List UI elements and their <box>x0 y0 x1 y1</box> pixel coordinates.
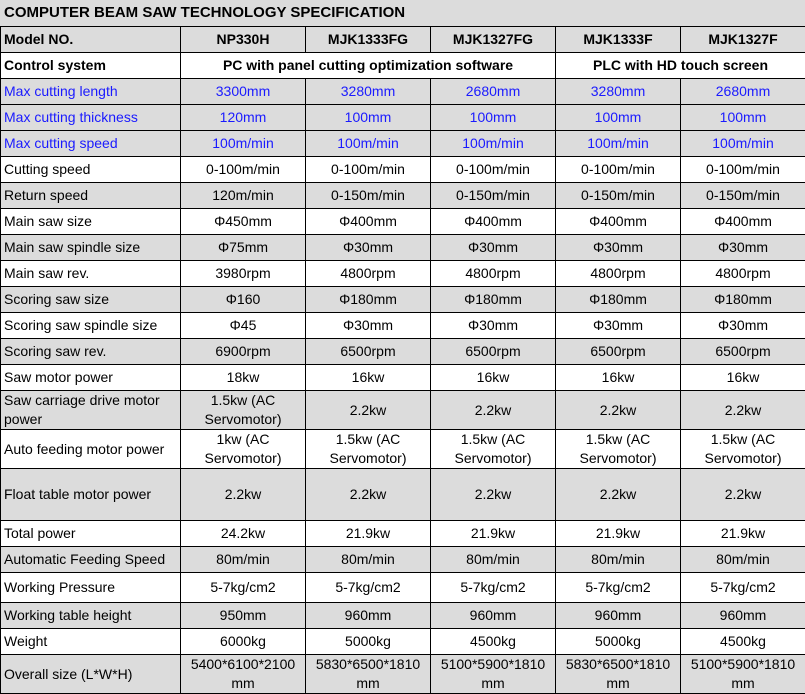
spec-row <box>1 235 805 261</box>
spec-value: 5100*5900*1810 mm <box>681 655 805 694</box>
spec-value: 100m/min <box>306 131 431 157</box>
spec-value: 2680mm <box>681 79 805 105</box>
spec-value: 0-150m/min <box>556 183 681 209</box>
spec-row <box>1 261 805 287</box>
spec-value: Φ30mm <box>431 313 556 339</box>
spec-value: Φ400mm <box>556 209 681 235</box>
spec-value: 16kw <box>306 365 431 391</box>
spec-value: 0-100m/min <box>681 157 805 183</box>
spec-row <box>1 105 805 131</box>
spec-value: 21.9kw <box>431 521 556 547</box>
control-group-b: PLC with HD touch screen <box>556 53 805 79</box>
spec-value: 21.9kw <box>556 521 681 547</box>
spec-value: 100m/min <box>681 131 805 157</box>
spec-row <box>1 339 805 365</box>
spec-row <box>1 79 805 105</box>
spec-value: 0-150m/min <box>431 183 556 209</box>
spec-value: 18kw <box>181 365 306 391</box>
spec-value: 0-100m/min <box>556 157 681 183</box>
spec-value: Φ400mm <box>681 209 805 235</box>
header-label: Model NO. <box>1 27 181 53</box>
spec-value: 5830*6500*1810 mm <box>556 655 681 694</box>
row-label: Main saw size <box>1 209 181 235</box>
spec-value: 2680mm <box>431 79 556 105</box>
spec-value: 0-150m/min <box>681 183 805 209</box>
spec-value: 16kw <box>681 365 805 391</box>
spec-value: 5000kg <box>556 629 681 655</box>
spec-value: 3280mm <box>306 79 431 105</box>
spec-value: 2.2kw <box>431 469 556 521</box>
row-label: Cutting speed <box>1 157 181 183</box>
spec-row <box>1 469 805 521</box>
spec-value: 5-7kg/cm2 <box>431 573 556 603</box>
spec-value: 4500kg <box>681 629 805 655</box>
row-label: Working table height <box>1 603 181 629</box>
spec-value: 6500rpm <box>431 339 556 365</box>
row-label: Weight <box>1 629 181 655</box>
spec-value: 5-7kg/cm2 <box>681 573 805 603</box>
spec-row <box>1 603 805 629</box>
model-header: MJK1327FG <box>431 27 556 53</box>
spec-value: 21.9kw <box>681 521 805 547</box>
spec-value: 120mm <box>181 105 306 131</box>
spec-value: 24.2kw <box>181 521 306 547</box>
spec-value: 16kw <box>556 365 681 391</box>
spec-value: 1.5kw (AC Servomotor) <box>431 430 556 469</box>
spec-value: 0-100m/min <box>181 157 306 183</box>
row-label: Saw carriage drive motor power <box>1 391 181 430</box>
spec-value: Φ30mm <box>431 235 556 261</box>
model-header: MJK1333F <box>556 27 681 53</box>
row-label: Automatic Feeding Speed <box>1 547 181 573</box>
row-label: Total power <box>1 521 181 547</box>
spec-value: 6000kg <box>181 629 306 655</box>
spec-value: 960mm <box>431 603 556 629</box>
spec-value: 4800rpm <box>556 261 681 287</box>
spec-value: 4800rpm <box>431 261 556 287</box>
model-header: NP330H <box>181 27 306 53</box>
spec-value: Φ75mm <box>181 235 306 261</box>
spec-value: 960mm <box>681 603 805 629</box>
spec-value: 100mm <box>306 105 431 131</box>
spec-value: 100mm <box>681 105 805 131</box>
row-label: Scoring saw spindle size <box>1 313 181 339</box>
spec-value: 100m/min <box>181 131 306 157</box>
row-label: Return speed <box>1 183 181 209</box>
control-group-a: PC with panel cutting optimization software <box>181 53 556 79</box>
spec-value: 80m/min <box>556 547 681 573</box>
spec-value: 2.2kw <box>181 469 306 521</box>
spec-value: Φ160 <box>181 287 306 313</box>
spec-value: 21.9kw <box>306 521 431 547</box>
spec-value: 5100*5900*1810 mm <box>431 655 556 694</box>
spec-value: 950mm <box>181 603 306 629</box>
spec-value: 100m/min <box>431 131 556 157</box>
spec-table-body <box>1 27 805 694</box>
spec-value: 100mm <box>556 105 681 131</box>
spec-value: 0-100m/min <box>431 157 556 183</box>
spec-value: 3300mm <box>181 79 306 105</box>
spec-row <box>1 131 805 157</box>
row-label: Saw motor power <box>1 365 181 391</box>
spec-row <box>1 209 805 235</box>
spec-value: 80m/min <box>306 547 431 573</box>
row-label: Auto feeding motor power <box>1 430 181 469</box>
spec-row <box>1 573 805 603</box>
page-title: COMPUTER BEAM SAW TECHNOLOGY SPECIFICATION <box>0 0 805 26</box>
row-label: Control system <box>1 53 181 79</box>
row-label: Scoring saw rev. <box>1 339 181 365</box>
spec-row <box>1 391 805 430</box>
spec-value: Φ30mm <box>306 313 431 339</box>
spec-value: 0-100m/min <box>306 157 431 183</box>
row-label: Max cutting thickness <box>1 105 181 131</box>
spec-value: 4800rpm <box>306 261 431 287</box>
spec-value: 5-7kg/cm2 <box>306 573 431 603</box>
spec-value: 1.5kw (AC Servomotor) <box>306 430 431 469</box>
spec-row <box>1 521 805 547</box>
row-label: Scoring saw size <box>1 287 181 313</box>
spec-value: 1.5kw (AC Servomotor) <box>556 430 681 469</box>
spec-value: 120m/min <box>181 183 306 209</box>
header-row <box>1 27 805 53</box>
spec-value: 2.2kw <box>556 469 681 521</box>
spec-value: Φ180mm <box>556 287 681 313</box>
row-label: Max cutting speed <box>1 131 181 157</box>
spec-row <box>1 547 805 573</box>
spec-value: 6500rpm <box>306 339 431 365</box>
spec-value: 80m/min <box>681 547 805 573</box>
spec-value: 5830*6500*1810 mm <box>306 655 431 694</box>
row-label: Float table motor power <box>1 469 181 521</box>
spec-row <box>1 287 805 313</box>
spec-row <box>1 629 805 655</box>
spec-value: 4500kg <box>431 629 556 655</box>
control-system-row <box>1 53 805 79</box>
model-header: MJK1327F <box>681 27 805 53</box>
spec-value: 2.2kw <box>306 469 431 521</box>
spec-row <box>1 157 805 183</box>
spec-value: 1.5kw (AC Servomotor) <box>181 391 306 430</box>
spec-value: 5-7kg/cm2 <box>556 573 681 603</box>
spec-value: 6900rpm <box>181 339 306 365</box>
spec-value: 3980rpm <box>181 261 306 287</box>
spec-value: 960mm <box>556 603 681 629</box>
spec-value: 2.2kw <box>556 391 681 430</box>
spec-value: 4800rpm <box>681 261 805 287</box>
row-label: Overall size (L*W*H) <box>1 655 181 694</box>
spec-value: Φ45 <box>181 313 306 339</box>
spec-value: 960mm <box>306 603 431 629</box>
spec-row <box>1 313 805 339</box>
spec-value: 3280mm <box>556 79 681 105</box>
spec-value: 100mm <box>431 105 556 131</box>
spec-value: 5000kg <box>306 629 431 655</box>
spec-value: 2.2kw <box>306 391 431 430</box>
spec-row <box>1 365 805 391</box>
spec-value: Φ180mm <box>681 287 805 313</box>
spec-value: 5-7kg/cm2 <box>181 573 306 603</box>
spec-value: 1kw (AC Servomotor) <box>181 430 306 469</box>
spec-row <box>1 430 805 469</box>
spec-value: Φ180mm <box>431 287 556 313</box>
row-label: Working Pressure <box>1 573 181 603</box>
spec-value: Φ30mm <box>681 313 805 339</box>
spec-row <box>1 183 805 209</box>
spec-value: Φ450mm <box>181 209 306 235</box>
spec-value: 80m/min <box>431 547 556 573</box>
row-label: Main saw spindle size <box>1 235 181 261</box>
spec-value: Φ30mm <box>556 235 681 261</box>
spec-value: 2.2kw <box>681 391 805 430</box>
spec-table <box>0 26 805 694</box>
spec-value: 6500rpm <box>681 339 805 365</box>
spec-value: 6500rpm <box>556 339 681 365</box>
spec-value: Φ30mm <box>306 235 431 261</box>
spec-value: Φ400mm <box>431 209 556 235</box>
spec-value: Φ180mm <box>306 287 431 313</box>
spec-value: Φ30mm <box>556 313 681 339</box>
spec-value: 1.5kw (AC Servomotor) <box>681 430 805 469</box>
spec-value: 5400*6100*2100 mm <box>181 655 306 694</box>
spec-value: 2.2kw <box>681 469 805 521</box>
spec-value: 100m/min <box>556 131 681 157</box>
spec-value: 2.2kw <box>431 391 556 430</box>
spec-value: 0-150m/min <box>306 183 431 209</box>
spec-value: Φ30mm <box>681 235 805 261</box>
spec-value: 80m/min <box>181 547 306 573</box>
spec-value: Φ400mm <box>306 209 431 235</box>
model-header: MJK1333FG <box>306 27 431 53</box>
spec-value: 16kw <box>431 365 556 391</box>
row-label: Max cutting length <box>1 79 181 105</box>
row-label: Main saw rev. <box>1 261 181 287</box>
